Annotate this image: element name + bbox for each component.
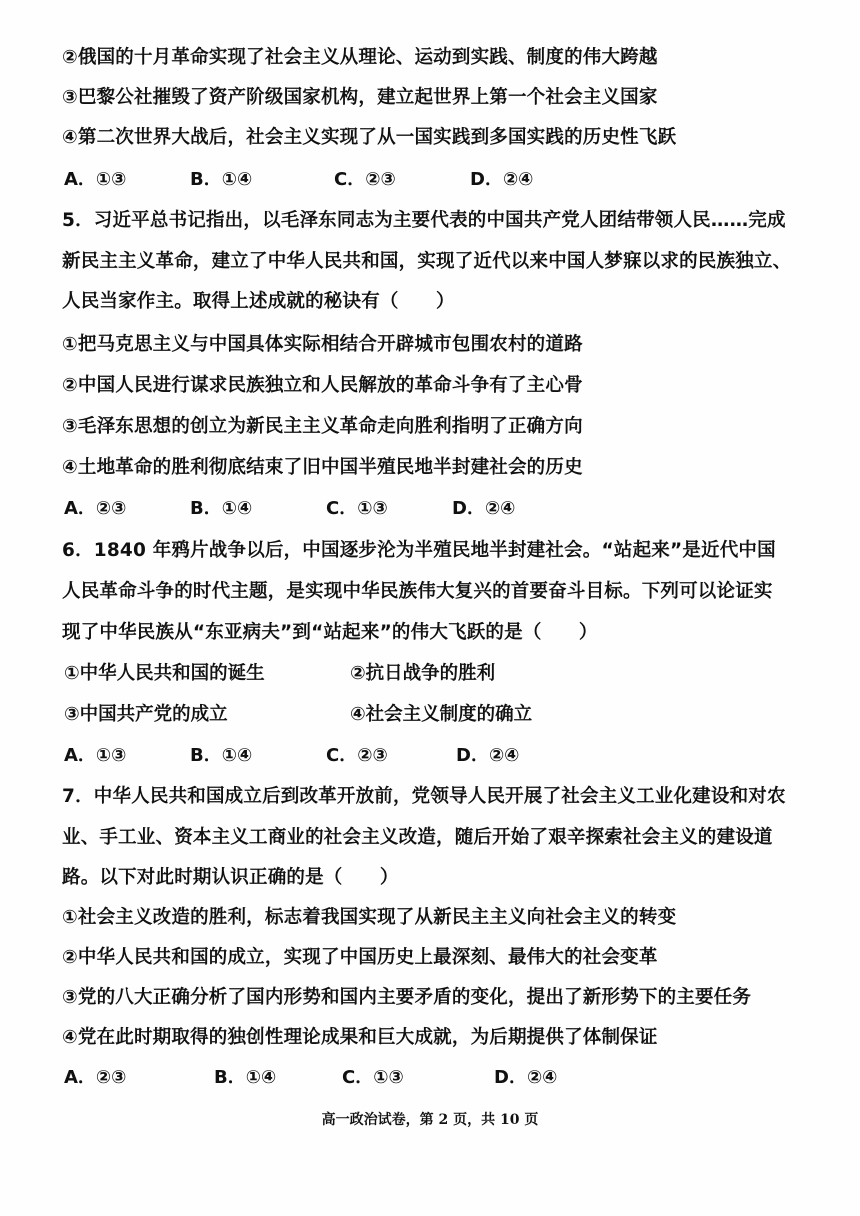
q6-statement-4: ④社会主义制度的确立 bbox=[350, 704, 533, 725]
q7-option-b: B．①④ bbox=[214, 1067, 277, 1088]
q5-statement-1: ①把马克思主义与中国具体实际相结合开辟城市包围农村的道路 bbox=[62, 334, 583, 355]
q5-statement-4: ④土地革命的胜利彻底结束了旧中国半殖民地半封建社会的历史 bbox=[62, 457, 583, 478]
q5-options bbox=[64, 497, 664, 521]
q4-option-c: C．②③ bbox=[334, 169, 396, 190]
q4-statement-3: ③巴黎公社摧毁了资产阶级国家机构，建立起世界上第一个社会主义国家 bbox=[62, 87, 658, 108]
q5-option-b: B．①④ bbox=[190, 498, 253, 519]
q7-stem-line-3: 路。以下对此时期认识正确的是（ ） bbox=[62, 867, 399, 888]
q4-option-a: A．①③ bbox=[64, 169, 127, 190]
q7-statement-3: ③党的八大正确分析了国内形势和国内主要矛盾的变化，提出了新形势下的主要任务 bbox=[62, 987, 752, 1008]
q7-option-a: A．②③ bbox=[64, 1067, 127, 1088]
q7-statement-2: ②中华人民共和国的成立，实现了中国历史上最深刻、最伟大的社会变革 bbox=[62, 947, 658, 968]
q7-options bbox=[64, 1066, 664, 1090]
q6-stem-line-1: 6．1840 年鸦片战争以后，中国逐步沦为半殖民地半封建社会。“站起来”是近代中国 bbox=[62, 540, 776, 561]
q4-option-d: D．②④ bbox=[470, 169, 534, 190]
q5-option-c: C．①③ bbox=[326, 498, 388, 519]
q6-options bbox=[64, 744, 664, 768]
q6-option-c: C．②③ bbox=[326, 745, 388, 766]
q6-stem-line-3: 现了中华民族从“东亚病夫”到“站起来”的伟大飞跃的是（ ） bbox=[62, 622, 598, 643]
q7-option-c: C．①③ bbox=[342, 1067, 404, 1088]
q6-statements-row-1 bbox=[64, 662, 664, 686]
q7-option-d: D．②④ bbox=[494, 1067, 558, 1088]
q6-stem-line-2: 人民革命斗争的时代主题，是实现中华民族伟大复兴的首要奋斗目标。下列可以论证实 bbox=[62, 581, 773, 602]
q5-stem-line-1: 5．习近平总书记指出，以毛泽东同志为主要代表的中国共产党人团结带领人民……完成 bbox=[62, 210, 786, 231]
q6-option-a: A．①③ bbox=[64, 745, 127, 766]
q5-stem-line-2: 新民主主义革命，建立了中华人民共和国，实现了近代以来中国人梦寐以求的民族独立、 bbox=[62, 251, 792, 272]
q7-stem-line-2: 业、手工业、资本主义工商业的社会主义改造，随后开始了艰辛探索社会主义的建设道 bbox=[62, 827, 773, 848]
q7-stem-line-1: 7．中华人民共和国成立后到改革开放前，党领导人民开展了社会主义工业化建设和对农 bbox=[62, 786, 786, 807]
q4-options bbox=[64, 168, 664, 192]
q6-option-b: B．①④ bbox=[190, 745, 253, 766]
q6-statement-3: ③中国共产党的成立 bbox=[64, 704, 228, 725]
q5-statement-2: ②中国人民进行谋求民族独立和人民解放的革命斗争有了主心骨 bbox=[62, 375, 583, 396]
q4-statement-2: ②俄国的十月革命实现了社会主义从理论、运动到实践、制度的伟大跨越 bbox=[62, 47, 658, 68]
q6-option-d: D．②④ bbox=[456, 745, 520, 766]
q6-statements-row-2 bbox=[64, 703, 664, 727]
q7-statement-4: ④党在此时期取得的独创性理论成果和巨大成就，为后期提供了体制保证 bbox=[62, 1027, 658, 1048]
q5-option-a: A．②③ bbox=[64, 498, 127, 519]
q6-statement-1: ①中华人民共和国的诞生 bbox=[64, 663, 265, 684]
q5-option-d: D．②④ bbox=[452, 498, 516, 519]
q5-stem-line-3: 人民当家作主。取得上述成就的秘诀有（ ） bbox=[62, 291, 455, 312]
q4-statement-4: ④第二次世界大战后，社会主义实现了从一国实践到多国实践的历史性飞跃 bbox=[62, 127, 677, 148]
q4-option-b: B．①④ bbox=[190, 169, 253, 190]
page-footer: 高一政治试卷，第 2 页，共 10 页 bbox=[321, 1112, 539, 1128]
q7-statement-1: ①社会主义改造的胜利，标志着我国实现了从新民主主义向社会主义的转变 bbox=[62, 907, 677, 928]
q5-statement-3: ③毛泽东思想的创立为新民主主义革命走向胜利指明了正确方向 bbox=[62, 416, 583, 437]
q6-statement-2: ②抗日战争的胜利 bbox=[350, 663, 496, 684]
